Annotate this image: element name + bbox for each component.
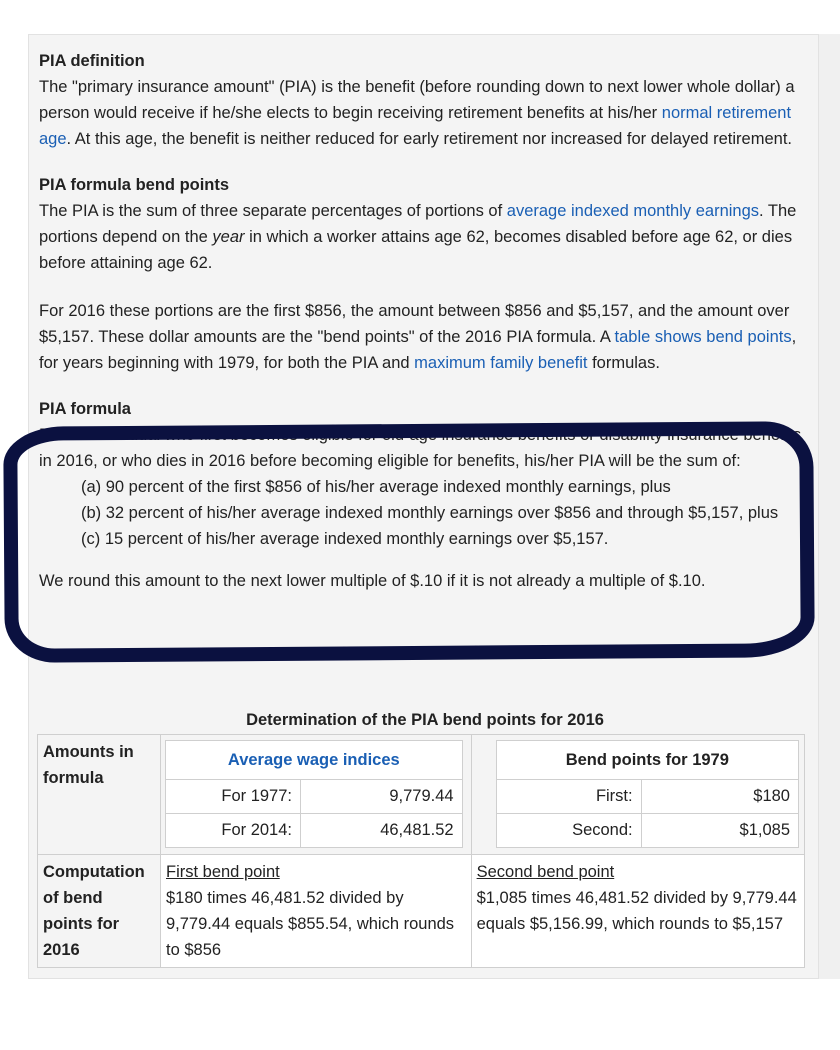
table-row <box>166 780 463 814</box>
computation-header: Computation of bend points for 2016 <box>38 855 161 968</box>
table-row <box>496 780 798 814</box>
rounding-note: We round this amount to the next lower multiple of $.10 if it is not already a multiple of $.10. <box>39 572 706 590</box>
bend-points-table-link[interactable]: table shows bend points <box>614 328 792 346</box>
pia-formula-item-c: (c) 15 percent of his/her average indexed monthly earnings over $5,157. <box>81 530 609 548</box>
portions-text-2: , for years beginning with 1979, for both the PIA and <box>39 328 797 372</box>
table-row <box>166 814 463 848</box>
pia-definition-text-1: The "primary insurance amount" (PIA) is the benefit (before rounding down to next lower whole dollar) a person would receive if he/she elects to begin receiving retirement benefits at his/her <box>39 78 795 122</box>
bend-points-1979-title: Bend points for 1979 <box>496 741 798 780</box>
bend-points-text-1: The PIA is the sum of three separate percentages of portions of <box>39 202 507 220</box>
normal-retirement-age-link[interactable]: normal retirement age <box>39 104 792 148</box>
pia-definition-section <box>39 48 811 152</box>
average-wage-indices-table <box>165 740 463 848</box>
bend-points-section <box>39 172 811 376</box>
year-emphasis: year <box>212 228 245 246</box>
top-bar <box>0 0 840 34</box>
pia-definition-text <box>39 74 811 152</box>
awi-value: 46,481.52 <box>301 814 463 848</box>
awi-label: For 1977: <box>166 780 301 814</box>
pia-definition-heading: PIA definition <box>39 52 145 70</box>
average-wage-indices-cell <box>161 735 472 855</box>
awi-label: For 2014: <box>166 814 301 848</box>
bend-points-text-2: . The portions depend on the <box>39 202 797 246</box>
table-row <box>38 855 805 968</box>
aime-link[interactable]: average indexed monthly earnings <box>506 202 760 220</box>
pia-formula-section <box>39 396 811 552</box>
bend-points-text-3: in which a worker attains age 62, becomes disabled before age 62, or dies before attaining age 62. <box>39 228 793 272</box>
first-bend-point-cell <box>161 855 472 968</box>
portions-paragraph <box>39 298 811 376</box>
second-bend-point-cell <box>471 855 804 968</box>
awi-value: 9,779.44 <box>301 780 463 814</box>
pia-definition-text-2: . At this age, the benefit is neither reduced for early retirement nor increased for delayed retirement. <box>66 130 792 148</box>
average-wage-indices-title: Average wage indices <box>166 741 463 780</box>
bend-points-heading: PIA formula bend points <box>39 176 230 194</box>
table-caption: Determination of the PIA bend points for 2016 <box>246 711 604 729</box>
table-row <box>496 814 798 848</box>
bp1979-value: $180 <box>641 780 798 814</box>
bend-points-table <box>37 734 805 968</box>
bp1979-value: $1,085 <box>641 814 798 848</box>
pia-formula-intro: For an individual who first becomes eligible for old-age insurance benefits or disability insurance benefits in 2016, or who dies in 2016 before becoming eligible for benefits, his/her PIA will be the sum of: <box>39 426 802 470</box>
maximum-family-benefit-link[interactable]: maximum family benefit <box>414 354 588 372</box>
first-bend-point-title: First bend point <box>166 863 280 881</box>
bend-points-text <box>39 198 811 276</box>
bp1979-label: Second: <box>496 814 641 848</box>
pia-formula-list <box>39 474 811 552</box>
amounts-in-formula-header: Amounts in formula <box>38 735 161 855</box>
bend-points-1979-table <box>496 740 799 848</box>
portions-text-3: formulas. <box>587 354 660 372</box>
second-bend-point-title: Second bend point <box>476 863 615 881</box>
bend-points-1979-cell <box>471 735 804 855</box>
pia-formula-heading: PIA formula <box>39 400 131 418</box>
pia-formula-item-a: (a) 90 percent of the first $856 of his/her average indexed monthly earnings, plus <box>81 478 671 496</box>
bp1979-label: First: <box>496 780 641 814</box>
portions-text-1: For 2016 these portions are the first $856, the amount between $856 and $5,157, and the amount over $5,157. These dollar amounts are the "bend points" of the 2016 PIA formula. A <box>39 302 790 346</box>
table-row <box>38 735 805 855</box>
right-edge <box>819 34 840 979</box>
first-bend-point-text: $180 times 46,481.52 divided by 9,779.44 equals $855.54, which rounds to $856 <box>166 889 455 959</box>
article-content <box>39 48 811 594</box>
pia-formula-item-b: (b) 32 percent of his/her average indexed monthly earnings over $856 and through $5,157, plus <box>81 504 779 522</box>
second-bend-point-text: $1,085 times 46,481.52 divided by 9,779.44 equals $5,156.99, which rounds to $5,157 <box>476 889 797 933</box>
